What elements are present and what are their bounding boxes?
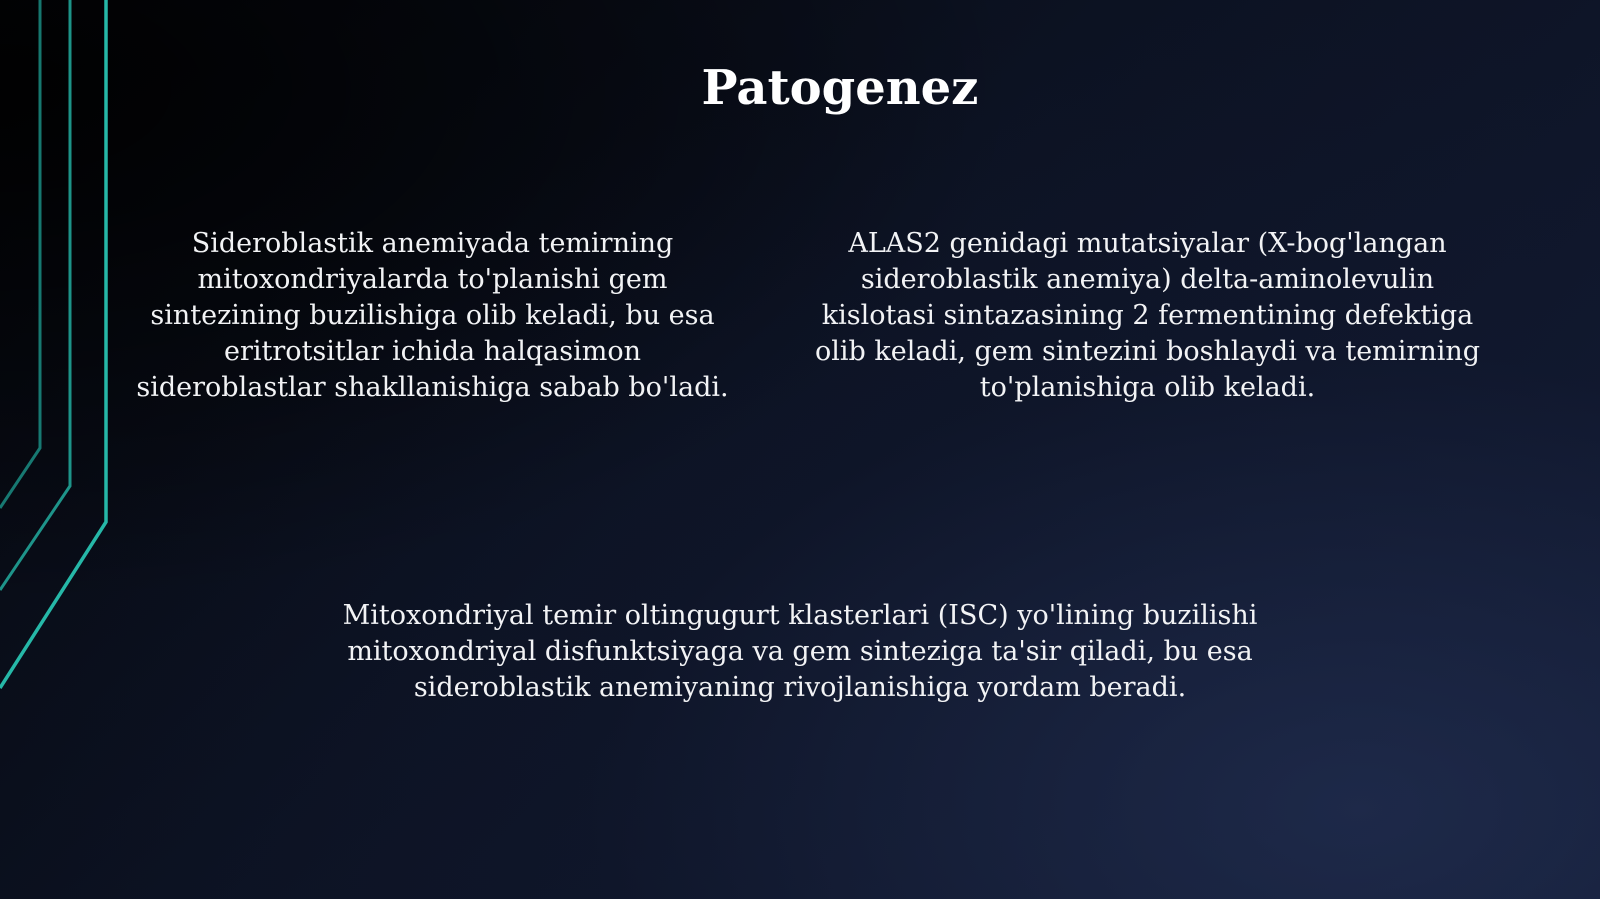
paragraph-alas2-mutations: ALAS2 genidagi mutatsiyalar (X-bog'langan sideroblastik anemiya) delta-aminolevulin kislotasi sintazasining 2 fermentining defektiga olib keladi, gem sintezini boshlaydi va temirning to'planishiga olib keladi. <box>814 228 1481 403</box>
decorative-accent-lines <box>0 0 140 899</box>
accent-line-outer <box>0 0 106 688</box>
slide-title: Patogenez <box>701 60 979 116</box>
accent-line-middle <box>0 0 70 590</box>
paragraph-iron-accumulation: Sideroblastik anemiyada temirning mitoxondriyalarda to'planishi gem sintezining buzilishiga olib keladi, bu esa eritrotsitlar ichida halqasimon sideroblastlar shakllanishiga sabab bo'ladi. <box>136 228 729 403</box>
paragraph-isc-pathway: Mitoxondriyal temir oltingugurt klasterlari (ISC) yo'lining buzilishi mitoxondriyal disfunktsiyaga va gem sinteziga ta'sir qiladi, bu esa sideroblastik anemiyaning rivojlanishiga yordam beradi. <box>342 600 1258 703</box>
accent-line-inner <box>0 0 40 508</box>
